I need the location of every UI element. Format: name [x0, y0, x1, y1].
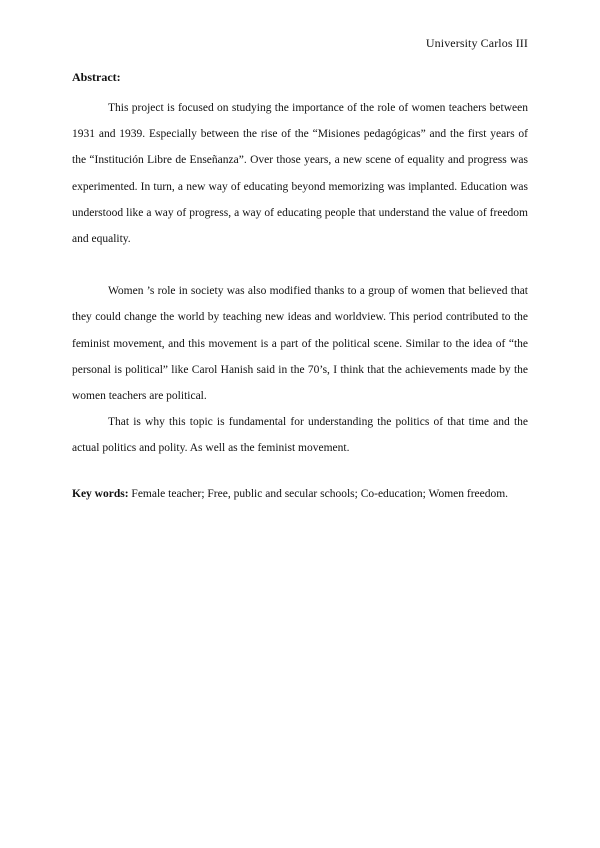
- abstract-paragraph-2: Women ’s role in society was also modified thanks to a group of women that believed that they could change the world by teaching new ideas and worldview. This period contributed to the feminist movement, and this movement is a part of the political scene. Similar to the idea of “the personal is political” like Carol Hanish said in the 70’s, I think that the achievements made by the women teachers are political.: [72, 285, 528, 403]
- running-header: University Carlos III: [425, 36, 528, 50]
- abstract-paragraph-1: This project is focused on studying the importance of the role of women teachers between 1931 and 1939. Especially between the rise of the “Misiones pedagógicas” and the first years of the “Institución Libre de Enseñanza”. Over those years, a new scene of equality and progress was experimented. In turn, a new way of educating beyond memorizing was implanted. Education was understood like a way of progress, a way of educating people that understand the value of freedom and equality.: [72, 102, 528, 246]
- paragraph-spacer: [72, 252, 528, 278]
- page-content: [72, 70, 528, 504]
- keywords-label: Key words:: [72, 487, 132, 500]
- abstract-heading: Abstract:: [72, 70, 121, 84]
- abstract-paragraph-3: That is why this topic is fundamental for understanding the politics of that time and the actual politics and polity. As well as the feminist movement.: [72, 416, 528, 455]
- keywords-line: [72, 484, 528, 504]
- keywords-text: Female teacher; Free, public and secular schools; Co-education; Women freedom.: [131, 487, 509, 500]
